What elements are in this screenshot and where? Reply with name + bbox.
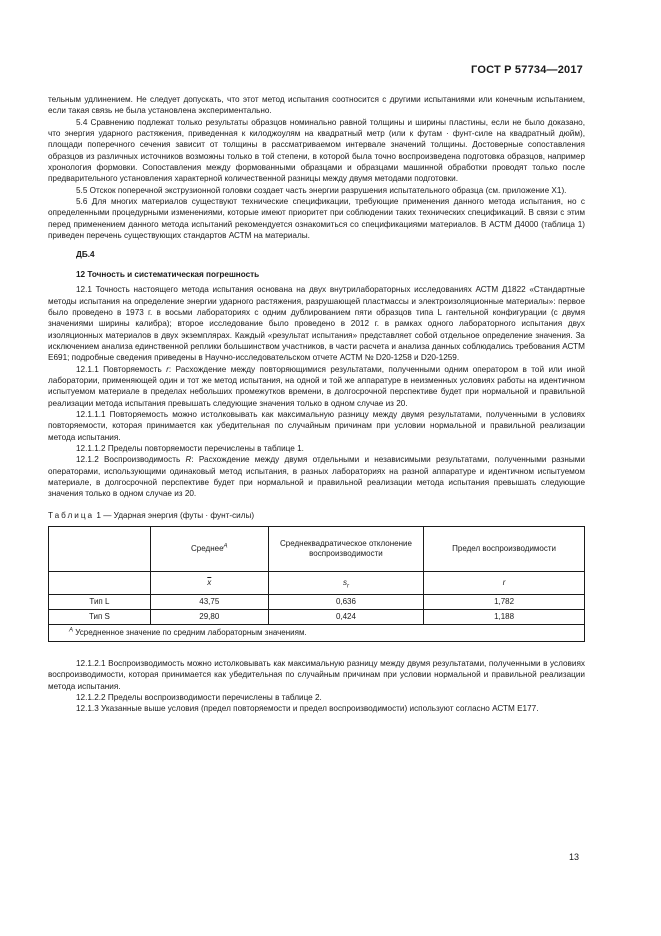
header-r: Предел воспроизводимости [424, 527, 585, 572]
symbol-r: r [166, 364, 169, 374]
header-sr: Среднеквадратическое отклонение воспроизводимости [268, 527, 423, 572]
paragraph-12-1-2-2: 12.1.2.2 Пределы воспроизводимости перечислены в таблице 2. [76, 693, 322, 703]
page-content [48, 94, 585, 715]
symbol-r-cell: r [424, 572, 585, 595]
header-mean: Среднее$^A$ [150, 527, 268, 572]
paragraph-12-1-3: 12.1.3 Указанные выше условия (предел повторяемости и предел воспроизводимости) используют согласно АСТМ Е177. [76, 704, 539, 714]
symbol-R: R [185, 455, 192, 465]
paragraph-5-4: 5.4 Сравнению подлежат только результаты образцов номинально равной толщины и ширины пластины, если не было доказано, что энергия ударного растяжения, приведенная к килоджоулям на квадратный метр (или к футам · фунт-силе на квадратный дюйм), площади поперечного сечения зависит от толщины в рассматриваемом интервале значений толщины. Достоверные сопоставления образцов из различных источников возможны только в той степени, в которой была точно воспроизведена подготовка образцов, например хронология формовки. Сопоставления между формованными образцами и образцами машинной обработки проводят только после предварительного установления характерной количественной разницы между двумя методами подготовки. [48, 117, 585, 184]
symbol-mean: $\overline{x}$ [150, 572, 268, 595]
table-header-row [49, 527, 585, 572]
section-title: 12 Точность и систематическая погрешность [76, 269, 260, 279]
table-footnote-row [49, 625, 585, 642]
section-code: ДБ.4 [76, 250, 95, 260]
page-number: 13 [568, 852, 579, 862]
paragraph-5-6: 5.6 Для многих материалов существуют технические спецификации, требующие применения данного метода испытания, но с определенными процедурными изменениями, которые имеют приоритет при соблюдении таких технических спецификаций. В связи с этим перед применением данного метода испытаний рекомендуется ознакомиться со спецификациями материалов. В АСТМ Д4000 (таблица 1) приведен перечень существующих стандартов АСТМ на материалы. [48, 197, 585, 241]
table-symbol-row [49, 572, 585, 595]
paragraph-12-1-2: 12.1.2 Воспроизводимость R: Расхождение между двумя отдельными и независимыми результатами, полученными разными операторами, использующими одинаковый метод испытания, в разных лабораториях на разной аппаратуре и идентичном испытуемом материале, в долгосрочной перспективе будет при нормальной и правильной реализации метода испытания превышать следующие значения только в одном случае из 20. [48, 455, 585, 499]
paragraph-12-1-1-2: 12.1.1.2 Пределы повторяемости перечислены в таблице 1. [76, 443, 304, 453]
paragraph-12-1-1-1: 12.1.1.1 Повторяемость можно истолковывать как максимальную разницу между двумя результатами, полученными в условиях повторяемости, которая принимается как убедительная по случайным причинам при условии нормальной и правильной реализации метода испытания. [48, 409, 585, 442]
table-caption: Таблица 1 — Ударная энергия (футы · фунт-силы) [48, 510, 255, 520]
document-header: ГОСТ Р 57734—2017 [471, 64, 583, 76]
table-footnote: $^A$ Усредненное значение по средним лабораторным значениям. [49, 625, 585, 642]
table-row: Тип S 29,80 0,424 1,188 [49, 610, 585, 625]
table-row: Тип L 43,75 0,636 1,782 [49, 595, 585, 610]
paragraph-12-1-2-1: 12.1.2.1 Воспроизводимость можно истолковывать как максимальную разницу между двумя результатами, полученными в условиях воспроизводимости, которая принимается как убедительная по случайным причинам при условии нормальной и правильной реализации метода испытания. [48, 659, 585, 691]
paragraph-5-5: 5.5 Отскок поперечной экструзионной головки создает часть энергии разрушения испытательного образца (см. приложение X1). [76, 185, 567, 195]
paragraph-continuation: тельным удлинением. Не следует допускать, что этот метод испытания соотносится с другими испытаниями или конечным испытанием, если такая связь не была установлена экспериментально. [48, 95, 585, 116]
paragraph-12-1: 12.1 Точность настоящего метода испытания основана на двух внутрилабораторных исследованиях АСТМ Д1822 «Стандартные методы испытания на определение энергии ударного растяжения, разрушающей пластмассы и электроизоляционные материалы»: первое было проведено в 1973 г. в восьми лабораториях с одним дублированием пяти образцов типа L гантельной конфигурации (с двумя значениями ширины калибра); второе исследование было проведено в 2012 г. в рамках одного лабораторного испытания двух изоляционных материалов в двух экземплярах. Каждый «результат испытания» представляет собой отдельное определение значения. За исключением анализа единственной реплики большинством участников, в части расчета и анализа данных соблюдались требования АСТМ Е691; подробные сведения приведены в Научно-исследовательском отчете АСТМ № D20-1258 и D20-1259. [48, 285, 585, 363]
paragraph-12-1-1: 12.1.1 Повторяемость r: Расхождение между повторяющимися результатами, полученными одним оператором в той или иной лаборатории, применяющей один и тот же метод испытания, на одной и той же аппаратуре в неизменных условиях работы на идентичном испытуемом материале в пределах небольших промежутков времени, в долгосрочной перспективе будет при нормальной и правильной реализации метода испытания превышать следующие значения только в одном случае из 20. [48, 364, 585, 408]
header-empty-cell [49, 527, 151, 572]
impact-energy-table [48, 526, 585, 642]
symbol-sr: $s_r$ [268, 572, 423, 595]
